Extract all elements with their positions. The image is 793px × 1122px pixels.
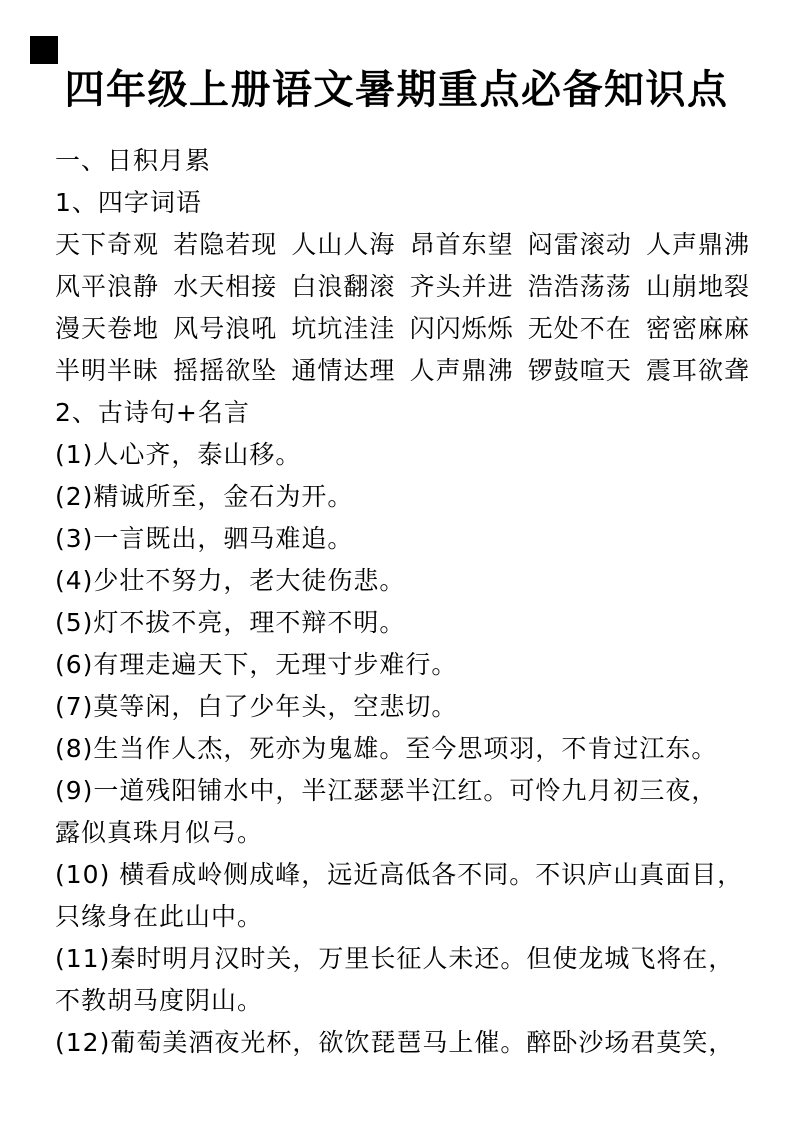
word-group: 人声鼎沸 xyxy=(645,230,750,259)
quote-line: (3)一言既出，驷马难追。 xyxy=(55,524,354,553)
word-group: 风号浪吼 xyxy=(173,314,278,343)
word-group: 水天相接 xyxy=(173,272,278,301)
subsection-heading-words: 1、四字词语 xyxy=(55,188,202,217)
word-group: 齐头并进 xyxy=(409,272,514,301)
word-row xyxy=(55,222,750,264)
word-row xyxy=(55,348,750,390)
word-rows-list xyxy=(55,222,750,390)
word-group: 浩浩荡荡 xyxy=(527,272,632,301)
word-group: 山崩地裂 xyxy=(645,272,750,301)
word-group: 人山人海 xyxy=(291,230,396,259)
quote-line: (1)人心齐，泰山移。 xyxy=(55,440,302,469)
word-group: 闪闪烁烁 xyxy=(409,314,514,343)
section-heading: 一、日积月累 xyxy=(55,146,212,175)
word-group: 白浪翻滚 xyxy=(291,272,396,301)
word-group: 闷雷滚动 xyxy=(527,230,632,259)
quote-line: (10) 横看成岭侧成峰，远近高低各不同。不识庐山真面目， xyxy=(55,860,744,889)
word-group: 无处不在 xyxy=(527,314,632,343)
quote-line: 不教胡马度阴山。 xyxy=(55,986,264,1015)
quote-line: (4)少壮不努力，老大徒伤悲。 xyxy=(55,566,406,595)
quote-line: (6)有理走遍天下，无理寸步难行。 xyxy=(55,650,458,679)
word-group: 震耳欲聋 xyxy=(645,356,750,385)
word-group: 通情达理 xyxy=(291,356,396,385)
quote-line: (9)一道残阳铺水中，半江瑟瑟半江红。可怜九月初三夜， xyxy=(55,776,718,805)
quote-line: (5)灯不拔不亮，理不辩不明。 xyxy=(55,608,406,637)
quote-line: (2)精诚所至，金石为开。 xyxy=(55,482,354,511)
word-group: 昂首东望 xyxy=(409,230,514,259)
word-group: 半明半昧 xyxy=(55,356,160,385)
quote-line: (12)葡萄美酒夜光杯，欲饮琵琶马上催。醉卧沙场君莫笑， xyxy=(55,1028,735,1057)
quote-line: (8)生当作人杰，死亦为鬼雄。至今思项羽，不肯过江东。 xyxy=(55,734,718,763)
word-group: 天下奇观 xyxy=(55,230,160,259)
word-group: 若隐若现 xyxy=(173,230,278,259)
quote-line: (11)秦时明月汉时关，万里长征人未还。但使龙城飞将在， xyxy=(55,944,735,973)
quote-line: 露似真珠月似弓。 xyxy=(55,818,264,847)
word-row xyxy=(55,264,750,306)
document-content xyxy=(55,138,750,1062)
word-group: 人声鼎沸 xyxy=(409,356,514,385)
quote-lines-list xyxy=(55,432,750,1062)
page-title: 四年级上册语文暑期重点必备知识点 xyxy=(64,67,729,113)
word-group: 锣鼓喧天 xyxy=(527,356,632,385)
subsection-heading-quotes: 2、古诗句+名言 xyxy=(55,398,250,427)
quote-line: (7)莫等闲，白了少年头，空悲切。 xyxy=(55,692,458,721)
quote-line: 只缘身在此山中。 xyxy=(55,902,264,931)
word-group: 密密麻麻 xyxy=(645,314,750,343)
word-group: 坑坑洼洼 xyxy=(291,314,396,343)
word-row xyxy=(55,306,750,348)
word-group: 风平浪静 xyxy=(55,272,160,301)
word-group: 漫天卷地 xyxy=(55,314,160,343)
page-corner-mark xyxy=(30,36,58,64)
word-group: 摇摇欲坠 xyxy=(173,356,278,385)
